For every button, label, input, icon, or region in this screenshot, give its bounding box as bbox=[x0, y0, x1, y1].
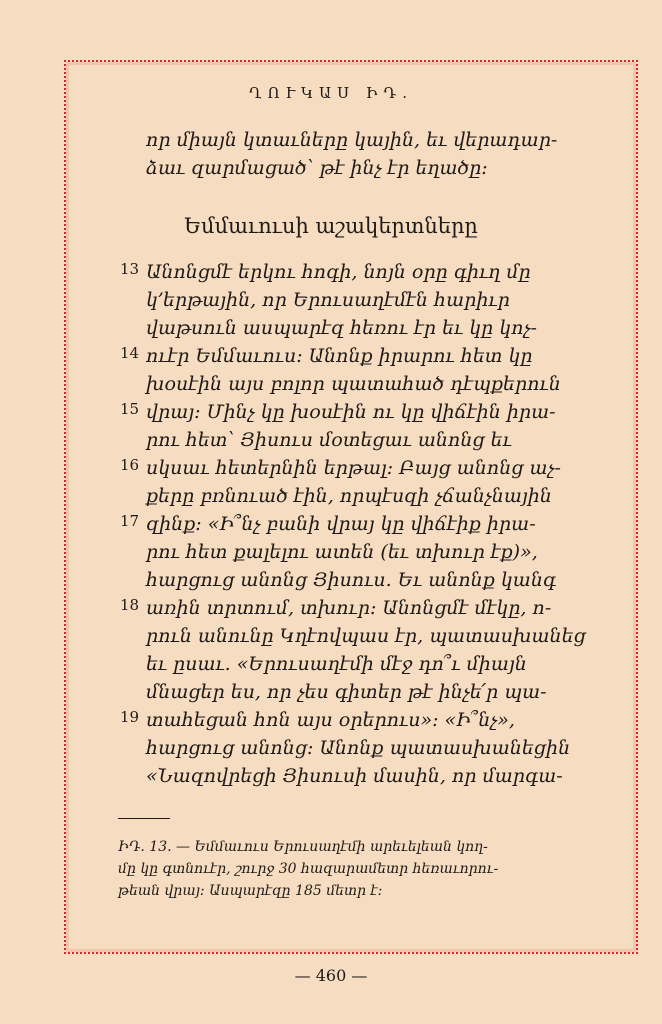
verse-number: 19 bbox=[120, 708, 140, 726]
section-heading: Եմմաւուսի աշակերտները bbox=[184, 214, 478, 238]
text-line: րու հետ՝ Յիսուս մօտեցաւ անոնց եւ bbox=[146, 429, 512, 451]
text-line: վաթսուն ասպարէզ հեռու էր եւ կը կոչ- bbox=[146, 317, 537, 339]
text-line: րու հետ քալելու ատեն (եւ տխուր էք)», bbox=[146, 541, 538, 563]
text-line: հարցուց անոնց: Անոնք պատասխանեցին bbox=[146, 737, 571, 759]
text-line: տահեցան հոն այս օրերուս»: «Ի՞նչ», bbox=[146, 709, 515, 731]
continuation-text bbox=[146, 126, 586, 182]
text-line: Անոնցմէ երկու հոգի, նոյն օրը գիւղ մը bbox=[146, 261, 531, 283]
text-line: մնացեր ես, որ չես գիտեր թէ ինչե՛ր պա- bbox=[146, 681, 547, 703]
verse-number: 15 bbox=[120, 400, 140, 418]
text-line: սկսաւ հետերնին երթալ: Բայց անոնց աչ- bbox=[146, 457, 561, 479]
text-line: եւ ըսաւ. «Երուսաղէմի մէջ դո՞ւ միայն bbox=[146, 653, 527, 675]
text-line: որ միայն կտաւները կային, եւ վերադար- bbox=[146, 129, 558, 151]
body-text bbox=[146, 258, 586, 790]
text-line: խօսէին այս բոլոր պատահած դէպքերուն bbox=[146, 373, 561, 395]
footnote-divider bbox=[118, 818, 170, 819]
text-line: վրայ: Մինչ կը խօսէին ու կը վիճէին իրա- bbox=[146, 401, 556, 423]
text-line: կ՚երթային, որ Երուսաղէմէն հարիւր bbox=[146, 289, 510, 311]
text-line: քերը բռնուած էին, որպէսզի չճանչնային bbox=[146, 485, 552, 507]
text-line: րուն անունը Կղէովպաս էր, պատասխանեց bbox=[146, 625, 586, 647]
verse-number: 14 bbox=[120, 344, 140, 362]
text-line: ձաւ զարմացած՝ թէ ինչ էր եղածը: bbox=[146, 157, 488, 179]
text-line: ուէր Եմմաւուս: Անոնք իրարու հետ կը bbox=[146, 345, 533, 367]
running-header: ՂՈՒԿԱՍ ԻԴ. bbox=[248, 84, 413, 102]
text-line: զինք: «Ի՞նչ բանի վրայ կը վիճէիք իրա- bbox=[146, 513, 536, 535]
footnote-line: թեան վրայ: Ասպարէզը 185 մետր է: bbox=[118, 883, 383, 899]
verse-number: 18 bbox=[120, 596, 140, 614]
footnote-line: մը կը գտնուէր, շուրջ 30 հազարամետր հեռաւորու- bbox=[118, 861, 499, 877]
verse-number: 13 bbox=[120, 260, 140, 278]
footnote-line: ԻԴ. 13. — Եմմաւուս Երուսաղէմի արեւելեան կող- bbox=[118, 839, 488, 855]
text-line: «Նազովրեցի Յիսուսի մասին, որ մարգա- bbox=[146, 765, 563, 787]
footnote bbox=[118, 836, 598, 902]
text-line: հարցուց անոնց Յիսուս. Եւ անոնք կանգ bbox=[146, 569, 557, 591]
text-line: առին տրտում, տխուր: Անոնցմէ մէկը, ո- bbox=[146, 597, 552, 619]
page-number: — 460 — bbox=[294, 966, 368, 985]
verse-number: 16 bbox=[120, 456, 140, 474]
verse-number: 17 bbox=[120, 512, 140, 530]
